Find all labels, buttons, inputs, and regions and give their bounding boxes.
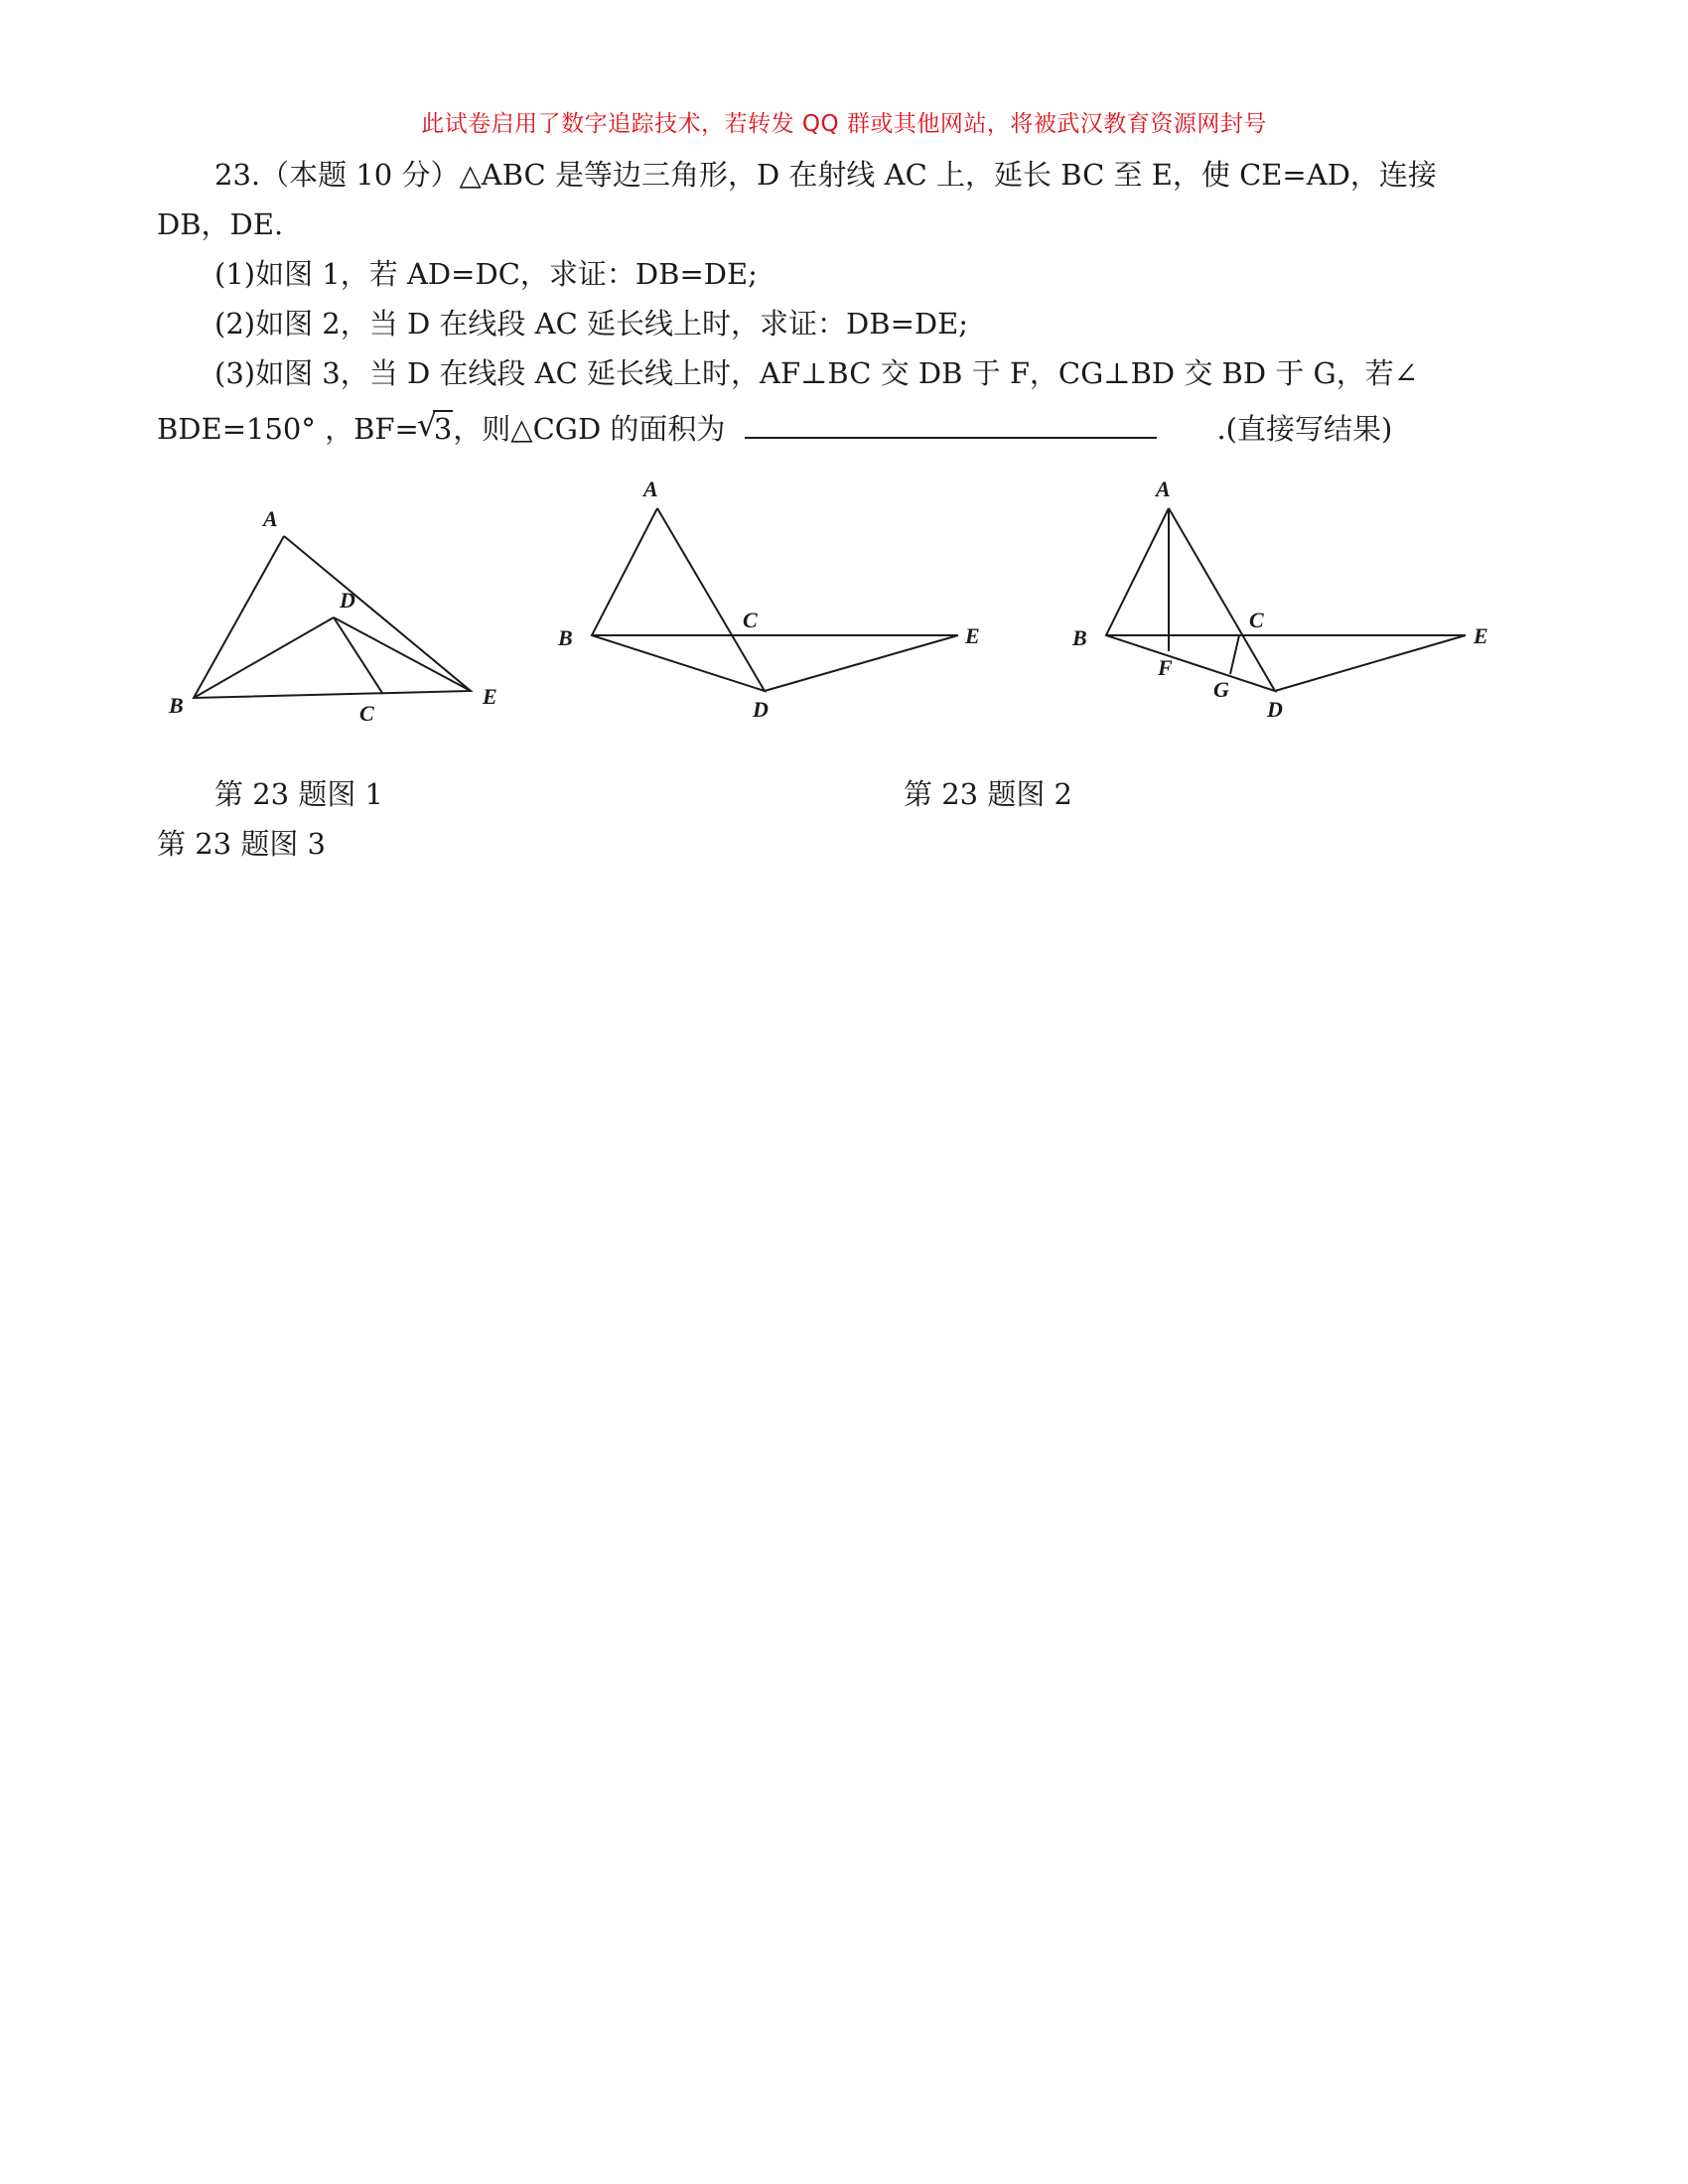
segment-bd [194,617,334,698]
anti-copy-banner: 此试卷启用了数字追踪技术，若转发 QQ 群或其他网站，将被武汉教育资源网封号 [421,111,1267,137]
fig2-label-a: A [643,477,658,501]
question-part-2: (2)如图 2，当 D 在线段 AC 延长线上时，求证：DB=DE; [214,307,969,341]
triangle-abd-outline [1106,508,1275,691]
fig1-label-a: A [263,506,278,531]
fig2-label-d: D [753,697,769,722]
fig2-label-c: C [743,608,758,632]
fig3-label-a: A [1156,477,1171,501]
area-question-text: ，则△CGD 的面积为 [453,412,726,446]
question-part-1: (1)如图 1，若 AD=DC，求证：DB=DE; [214,257,758,291]
fig3-label-b: B [1072,625,1087,650]
fig2-label-b: B [558,625,573,650]
answer-blank[interactable] [745,413,1157,439]
segment-de [1275,635,1466,691]
fig2-label-e: E [965,623,980,648]
figure-2-diagram [546,467,1003,735]
fig3-label-g: G [1213,677,1229,702]
sqrt-3-expression [416,406,453,447]
segment-de [334,617,471,691]
fig1-label-c: C [359,701,374,726]
direct-answer-note: .(直接写结果) [1216,412,1393,446]
fig1-label-e: E [483,684,497,709]
figure-3-diagram [1062,467,1519,735]
fig1-label-b: B [169,693,184,718]
fig1-label-d: D [340,588,355,613]
triangle-abd-outline [592,508,765,691]
fig3-label-e: E [1474,623,1488,648]
figure-1-diagram [149,496,526,735]
problem-statement-line2: DB，DE. [157,207,284,241]
segment-de [765,635,958,691]
question-part-3-line1: (3)如图 3，当 D 在线段 AC 延长线上时，AF⊥BC 交 DB 于 F，CG⊥BD 交 BD 于 G，若∠ [214,356,1419,390]
fig3-label-f: F [1158,655,1173,680]
figure-3-caption: 第 23 题图 3 [157,827,327,861]
sqrt-argument: 3 [433,412,453,446]
segment-cg [1230,635,1239,674]
problem-statement-line1: 23.（本题 10 分）△ABC 是等边三角形，D 在射线 AC 上，延长 BC 至 E，使 CE=AD，连接 [214,158,1437,192]
figure-2-caption: 第 23 题图 2 [904,777,1073,811]
segment-dc [334,617,382,693]
figure-1-caption: 第 23 题图 1 [214,777,384,811]
fig3-label-c: C [1249,608,1264,632]
question-part-3-line2 [157,406,1393,447]
given-values-text: BDE=150° ，BF= [157,412,419,446]
fig3-label-d: D [1267,697,1283,722]
radical-sign-icon: √ [416,406,438,444]
